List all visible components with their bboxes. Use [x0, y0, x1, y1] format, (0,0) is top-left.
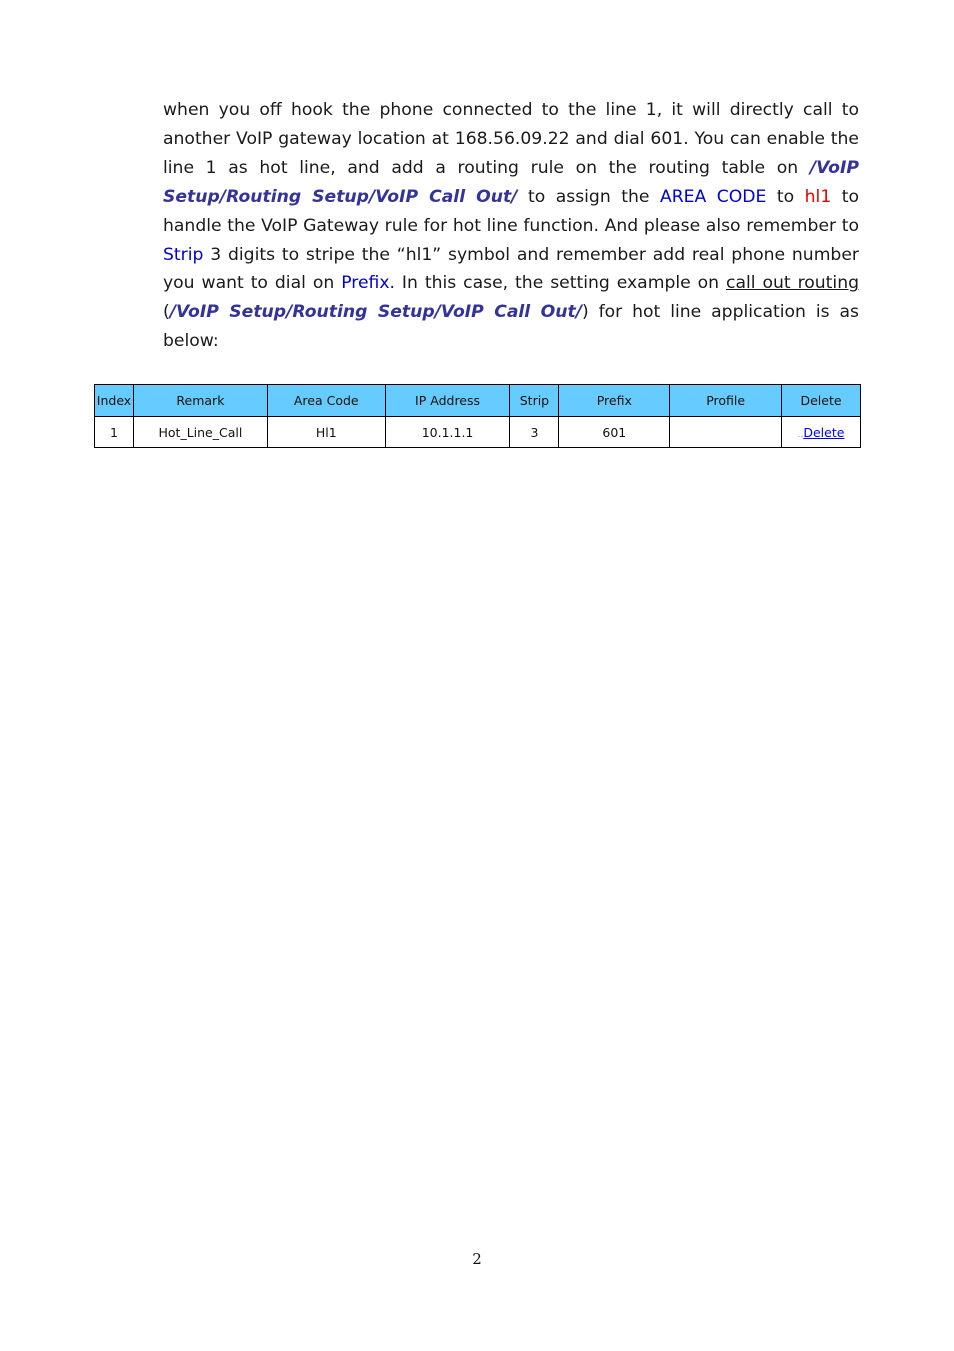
menu-path: /VoIP Setup/Routing Setup/VoIP Call Out/: [163, 157, 859, 207]
body-paragraph: [163, 96, 859, 356]
header-profile: Profile: [670, 385, 782, 417]
text-segment: when you off hook the phone connected to the line 1, it will directly call to another VoIP gateway location at 168.56.09.22 and dial 601. You can enable the line 1 as hot line, and add a routing rule on the routing table on: [163, 100, 859, 178]
cell-remark: Hot_Line_Call: [133, 417, 267, 448]
text-segment: to handle the VoIP Gateway rule for hot line function. And please also remember to: [163, 186, 860, 236]
header-delete: Delete: [782, 385, 861, 417]
header-ip-address: IP Address: [385, 385, 510, 417]
text-segment: to: [766, 186, 805, 207]
text-segment: 3 digits to stripe the “hl1” symbol and remember add real phone number you want to dial on: [163, 244, 859, 294]
text-segment: to assign the: [517, 186, 660, 207]
prefix-term: Prefix.: [341, 273, 395, 294]
menu-path: /VoIP Setup/Routing Setup/VoIP Call Out/: [169, 302, 582, 323]
cell-area-code: Hl1: [267, 417, 385, 448]
header-area-code: Area Code: [267, 385, 385, 417]
call-out-routing-term: call out routing: [726, 273, 859, 294]
cell-index: 1: [95, 417, 134, 448]
text-segment: In this case, the setting example on: [394, 273, 727, 294]
routing-table: [94, 384, 861, 448]
cell-ip-address: 10.1.1.1: [385, 417, 510, 448]
cell-profile: [670, 417, 782, 448]
hl1-term: hl1: [804, 186, 832, 207]
table-row: [95, 417, 861, 448]
header-prefix: Prefix: [559, 385, 670, 417]
header-remark: Remark: [133, 385, 267, 417]
table-header-row: [95, 385, 861, 417]
page-number: 2: [472, 1250, 482, 1268]
cell-prefix: 601: [559, 417, 670, 448]
header-strip: Strip: [510, 385, 559, 417]
header-index: Index: [95, 385, 134, 417]
cell-strip: 3: [510, 417, 559, 448]
delete-dots: ..: [797, 429, 804, 440]
text-segment: ) for hot line application is as below:: [163, 302, 859, 352]
text-segment: (: [163, 302, 170, 323]
area-code-term: AREA CODE: [659, 186, 767, 207]
strip-term: Strip: [163, 244, 204, 265]
delete-link[interactable]: Delete: [803, 424, 845, 440]
cell-delete: [782, 417, 861, 448]
